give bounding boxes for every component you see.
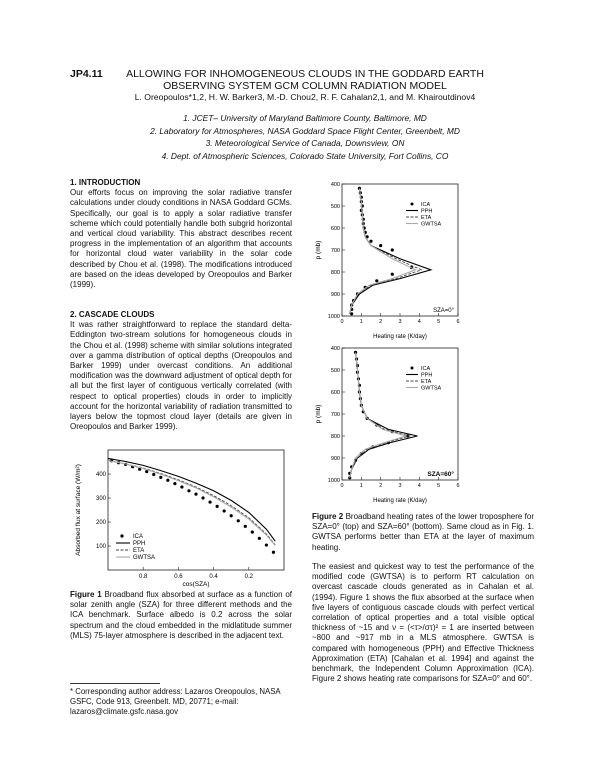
x-tick-label: 0.6 xyxy=(174,574,183,580)
x-tick-label: 3 xyxy=(398,483,402,489)
figure-1-caption xyxy=(70,590,292,641)
ica-data-point xyxy=(230,514,233,517)
x-axis-label: cos(SZA) xyxy=(182,581,210,588)
x-tick-label: 5 xyxy=(437,319,441,325)
eta-series-line xyxy=(108,460,275,545)
legend-marker xyxy=(120,534,123,537)
pph-series-line xyxy=(108,458,275,541)
ica-data-point xyxy=(208,500,211,503)
y-axis-label: p (mb) xyxy=(315,240,322,260)
x-tick-label: 2 xyxy=(379,483,383,489)
y-tick-label: 400 xyxy=(330,182,340,188)
affiliation: 4. Dept. of Atmospheric Sciences, Colorado State University, Fort Collins, CO xyxy=(161,150,449,161)
cascade-section xyxy=(70,310,292,432)
ica-data-point xyxy=(166,479,169,482)
y-tick-label: 900 xyxy=(330,292,340,298)
y-tick-label: 500 xyxy=(330,368,340,374)
ica-data-point xyxy=(379,244,382,247)
intro-paragraph: Our efforts focus on improving the solar radiative transfer calculations under cloudy conditions in NASA Goddard GCMs. Specifically, our goal is to apply a solar radiative transfer scheme which could potentially handle both subgrid horizontal and vertical cloud variability. This abstract describes recent progress in the implementation of an algorithm that accounts for horizontal cloud water variability in the solar code described by Chou et al. (1998). The modifications introduced are based on the ideas developed by Oreopoulos and Barker (1999). xyxy=(70,188,292,290)
ica-data-point xyxy=(369,240,372,243)
caption-label: Figure 1 xyxy=(70,590,102,599)
y-tick-label: 800 xyxy=(330,434,340,440)
y-tick-label: 400 xyxy=(330,346,340,352)
affiliation: 2. Laboratory for Atmospheres, NASA Goddard Space Flight Center, Greenbelt, MD xyxy=(150,125,460,136)
y-tick-label: 700 xyxy=(330,412,340,418)
y-tick-label: 200 xyxy=(95,520,106,526)
y-axis-label: Absorbed flux at surface (W/m²) xyxy=(75,464,82,556)
ica-data-point xyxy=(152,473,155,476)
legend-entry: ICA xyxy=(421,366,431,372)
affiliation: 1. JCET– University of Maryland Baltimore County, Baltimore, MD xyxy=(183,113,427,123)
x-tick-label: 1 xyxy=(359,483,363,489)
x-tick-label: 0 xyxy=(340,319,344,325)
panel-sza-label: SZA=0° xyxy=(433,308,454,314)
plot-frame xyxy=(342,348,458,480)
figure-2-top-chart xyxy=(312,180,464,342)
x-tick-label: 4 xyxy=(417,319,421,325)
section-heading: 2. CASCADE CLOUDS xyxy=(70,310,155,319)
ica-data-point xyxy=(375,279,378,282)
y-tick-label: 1000 xyxy=(327,314,340,320)
affiliation: 3. Meteorological Service of Canada, Downsview, ON xyxy=(205,138,405,148)
footnote: * Corresponding author address: Lazaros Oreopoulos, NASA GSFC, Code 913, Greenbelt. MD, 20771; e-mail: lazaros@climate.gsfc.nasa.gov xyxy=(70,687,281,716)
ica-data-point xyxy=(180,485,183,488)
affiliation-list xyxy=(70,112,540,162)
x-tick-label: 0.2 xyxy=(244,574,253,580)
y-tick-label: 700 xyxy=(330,248,340,254)
y-tick-label: 900 xyxy=(330,456,340,462)
figure-2-caption xyxy=(312,512,534,553)
caption-text: Broadband heating rates of the lower troposphere for SZA=0° (top) and SZA=60° (bottom). Same cloud as in Fig. 1. GWTSA performs better than ETA at the layer of maximum heating. xyxy=(312,512,534,552)
caption-text: Broadband flux absorbed at surface as a function of solar zenith angle (SZA) for three different methods and the ICA benchmark. Surface albedo is 0.2 across the solar spectrum and the cloud embedded in the midlatitude summer (MLS) 75-layer atmosphere is described in the adjacent text. xyxy=(70,590,292,640)
figure-1-chart xyxy=(70,446,292,588)
ica-data-point xyxy=(173,482,176,485)
x-axis-label: Heating rate (K/day) xyxy=(373,334,427,340)
legend-entry: PPH xyxy=(421,372,433,379)
legend-entry: GWTSA xyxy=(421,385,442,392)
x-tick-label: 0.4 xyxy=(209,574,218,580)
ica-data-point xyxy=(159,476,162,479)
ica-data-point xyxy=(251,530,254,533)
ica-data-point xyxy=(187,489,190,492)
x-tick-label: 0 xyxy=(340,483,344,489)
legend-entry: ETA xyxy=(133,548,145,554)
legend-entry: ICA xyxy=(133,534,144,540)
x-axis-label: Heating rate (K/day) xyxy=(373,498,427,504)
legend-entry: ETA xyxy=(421,379,432,385)
legend-entry: PPH xyxy=(421,208,433,215)
pph-series-line xyxy=(350,352,418,477)
ica-data-point xyxy=(237,519,240,522)
ica-data-point xyxy=(272,551,275,554)
y-tick-label: 1000 xyxy=(327,478,340,484)
title-line-2: OBSERVING SYSTEM GCM COLUMN RADIATION MODEL xyxy=(163,80,447,92)
legend-marker xyxy=(411,367,414,370)
section-heading: 1. INTRODUCTION xyxy=(70,178,141,187)
legend-entry: GWTSA xyxy=(421,221,442,228)
ica-data-point xyxy=(223,509,226,512)
x-tick-label: 2 xyxy=(379,319,383,325)
x-tick-label: 3 xyxy=(398,319,402,325)
plot-frame xyxy=(342,184,458,316)
ica-data-point xyxy=(216,505,219,508)
footnote-rule xyxy=(70,683,160,684)
legend-entry: PPH xyxy=(133,541,146,547)
caption-label: Figure 2 xyxy=(312,512,344,521)
legend-entry: ETA xyxy=(421,215,432,221)
x-tick-label: 4 xyxy=(417,483,421,489)
author-list: L. Oreopoulos*1,2, H. W. Barker3, M.-D. Chou2, R. F. Cahalan2,1, and M. Khairoutdinov4 xyxy=(134,92,476,102)
results-paragraph: The easiest and quickest way to test the performance of the modified code (GWTSA) is to perform RT calculation on overcast cascade clouds generated as in Cahalan et al. (1994). Figure 1 shows the flux absorbed at the surface when five layers of contiguous cascade clouds with perfect vertical correlation of optical properties and a total visible optical thickness of ~15 and ν = (<τ>/στ)² = 1 are inserted between ~800 and ~917 mb in a MLS atmosphere. GWTSA is compared with homogeneous (PPH) and Effective Thickness Approximation (ETA) [Cahalan et al. 1994] and against the benchmark, the Independent Column Approximation (ICA). Figure 2 shows heating rate comparisons for SZA=0° and 60°. xyxy=(312,562,534,684)
y-tick-label: 500 xyxy=(330,204,340,210)
gwtsa-series-line xyxy=(350,352,406,477)
x-tick-label: 6 xyxy=(456,483,460,489)
y-axis-label: p (mb) xyxy=(315,404,322,424)
legend-marker xyxy=(411,203,414,206)
x-tick-label: 6 xyxy=(456,319,460,325)
legend-entry: ICA xyxy=(421,202,431,208)
ica-data-point xyxy=(244,525,247,528)
y-tick-label: 100 xyxy=(95,544,106,550)
ica-data-point xyxy=(201,496,204,499)
ica-data-point xyxy=(391,273,394,276)
ica-data-point xyxy=(194,493,197,496)
y-tick-label: 400 xyxy=(95,472,106,478)
eta-series-line xyxy=(350,188,422,313)
title-line-1: ALLOWING FOR INHOMOGENEOUS CLOUDS IN THE GODDARD EARTH xyxy=(126,68,484,80)
ica-data-point xyxy=(265,543,268,546)
ica-data-point xyxy=(258,537,261,540)
paper-number: JP4.11 xyxy=(70,68,103,80)
legend-entry: GWTSA xyxy=(133,555,155,561)
y-tick-label: 300 xyxy=(95,496,106,502)
x-tick-label: 1 xyxy=(359,319,363,325)
panel-sza-label: SZA=60° xyxy=(427,471,454,478)
x-tick-label: 5 xyxy=(437,483,441,489)
y-tick-label: 800 xyxy=(330,270,340,276)
y-tick-label: 600 xyxy=(330,226,340,232)
paper-title xyxy=(70,68,540,92)
introduction-section xyxy=(70,178,292,290)
y-tick-label: 600 xyxy=(330,390,340,396)
figure-2-bottom-chart xyxy=(312,344,464,506)
x-tick-label: 0.8 xyxy=(139,574,148,580)
gwtsa-series-line xyxy=(108,461,275,546)
cascade-paragraph: It was rather straightforward to replace the standard delta-Eddington two-stream solutions for homogeneous clouds in the Chou et al. (1998) scheme with similar solutions integrated over a gamma distribution of optical depths (Oreopoulos and Barker 1999) under overcast conditions. An additional modification was the downward adjustment of optical depth for all but the first layer of contiguous vertically correlated (with respect to optical properties) clouds in order to implicitly account for the horizontal variability of radiation transmitted to layers below the topmost cloud layer (details are given in Oreopoulos and Barker 1999). xyxy=(70,320,292,432)
ica-data-point xyxy=(391,248,394,251)
ica-data-point xyxy=(350,312,353,315)
